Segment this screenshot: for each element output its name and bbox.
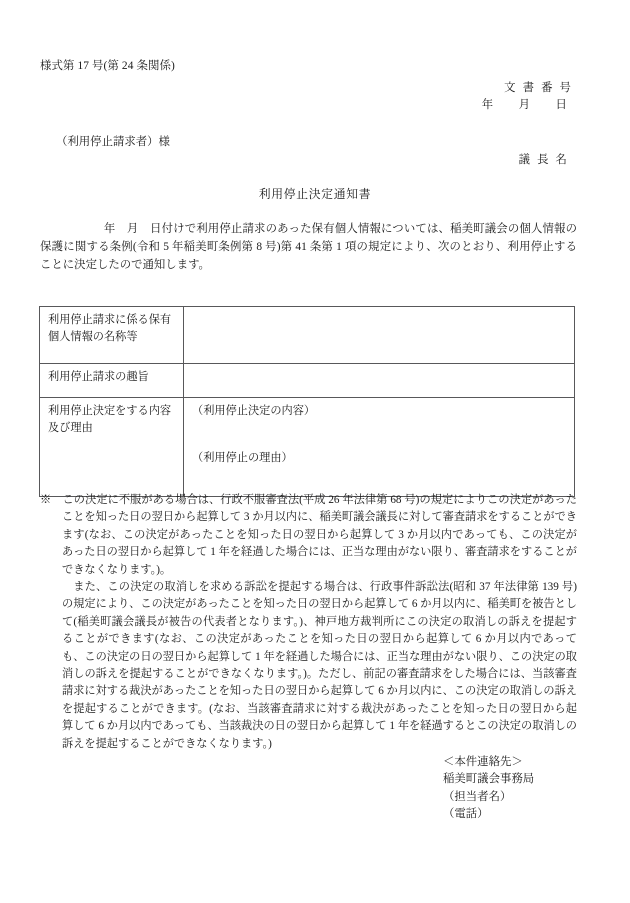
remark-paragraph-appeal: ※ この決定に不服がある場合は、行政不服審査法(平成 26 年法律第 68 号)の規定によりこの決定があったことを知った日の翌日から起算して 3 か月以内に、稲美町議会議長に対して審査請求をすることができます(なお、この決定があったことを知った日の翌日から起算して 3 か月以内であっても、この決定があった日の翌日から起算して 1 年を経過した場合には、正当な理由がない限り、審査請求をすることができなくなります。)。 <box>40 494 577 576</box>
remark-paragraph-litigation: また、この決定の取消しを求める訴訟を提起する場合は、行政事件訴訟法(昭和 37 年法律第 139 号)の規定により、この決定があったことを知った日の翌日から起算して 6 か月以内に、稲美町を被告として(稲美町議会議長が被告の代表者となります。)、神戸地方裁判所にこの決定の取消しの訴えを提起することができます(なお、この決定があったことを知った日の翌日から起算して 6 か月以内であっても、この決定の日の翌日から起算して 1 年を経過した場合には、正当な理由がない限り、この決定の取消しの訴えを提起することができなくなります。)。ただし、前記の審査請求をした場合には、当該審査請求に対する裁決があったことを知った日の翌日から起算して 6 か月以内に、この決定の取消しの訴えを提起することができます。(なお、当該審査請求に対する裁決があったことを知った日の翌日から起算して 6 か月以内であっても、当該裁決の日の翌日から起算して 1 年を経過するとこの決定の取消しの訴えを提起することができなくなります。) <box>62 581 577 750</box>
form-number: 様式第 17 号(第 24 条関係) <box>40 60 175 72</box>
decision-table <box>39 306 575 497</box>
contact-phone: （電話） <box>443 807 489 820</box>
intro-paragraph: 年 月 日付けで利用停止請求のあった保有個人情報については、稲美町議会の個人情報の保護に関する条例(令和 5 年稲美町条例第 8 号)第 41 条第 1 項の規定により、次のとおり、利用停止することに決定したので通知します。 <box>40 223 577 272</box>
table-row-value[interactable] <box>184 307 575 364</box>
document-date-label: 年 月 日 <box>481 99 574 111</box>
decision-reason-placeholder: （利用停止の理由） <box>192 451 293 464</box>
contact-heading: ＜本件連絡先＞ <box>443 756 523 768</box>
document-number-label: 文書番号 <box>504 82 578 94</box>
page-title: 利用停止決定通知書 <box>258 187 372 201</box>
issuer-line: 議長名 <box>518 154 574 166</box>
table-row-value[interactable] <box>184 364 575 398</box>
table-row <box>40 307 575 364</box>
addressee-line: （利用停止請求者）様 <box>56 136 170 148</box>
table-row-value[interactable] <box>184 398 575 497</box>
contact-block <box>443 754 534 823</box>
table-row-label: 利用停止請求に係る保有個人情報の名称等 <box>40 307 184 364</box>
decision-content-placeholder: （利用停止決定の内容） <box>192 405 316 417</box>
table-row-label: 利用停止請求の趣旨 <box>40 364 184 398</box>
table-row <box>40 364 575 398</box>
table-row <box>40 398 575 497</box>
contact-person: （担当者名） <box>443 790 512 803</box>
cell-spacer <box>192 420 567 450</box>
remarks-section <box>40 492 577 753</box>
table-row-label: 利用停止決定をする内容及び理由 <box>40 398 184 497</box>
contact-office: 稲美町議会事務局 <box>443 773 535 786</box>
